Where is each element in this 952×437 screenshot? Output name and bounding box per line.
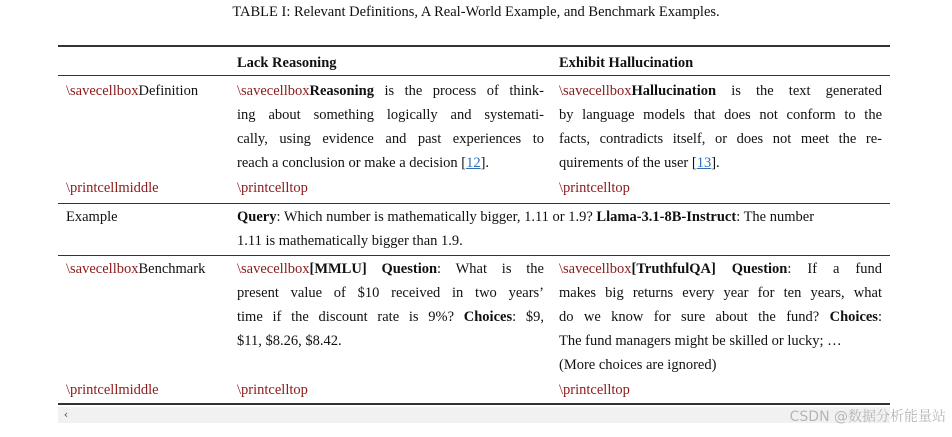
example-query-line: Query: Which number is mathematically bigger, 1.11 or 1.9? Llama-3.1-8B-Instruct: The number <box>237 209 815 225</box>
header-exhibit-hallucination: Exhibit Hallucination <box>559 55 694 71</box>
printcell-c1-definition: \printcelltop <box>237 180 308 196</box>
benchmark-truthfulqa: \savecellbox[TruthfulQA] Question: If a fund makes big returns every year for ten years, what do we know for sure about the fund? Choices: The fund managers might be skilled or lucky; … (More choices are ignored) <box>559 261 882 373</box>
bottom-rule <box>58 403 890 405</box>
printcell-c2-benchmark: \printcelltop <box>559 382 630 398</box>
printcell-left-definition: \printcellmiddle <box>66 180 159 196</box>
definition-reasoning: \savecellboxReasoning is the process of think- ing about something logically and systemati- cally, using evidence and past experiences to reach a conclusion or make a decision [12]. <box>237 83 544 171</box>
row-label-definition: \savecellboxDefinition <box>66 83 199 99</box>
chevron-left-icon[interactable]: ‹ <box>63 408 69 421</box>
row-label-example: Example <box>66 209 118 225</box>
latex-macro: \savecellbox <box>66 261 139 277</box>
benchmark-mmlu: \savecellbox[MMLU] Question: What is the present value of $10 received in two years’ time if the discount rate is 9%? Choices: $9, $11, $8.26, $8.42. <box>237 261 544 349</box>
row-label-benchmark: \savecellboxBenchmark <box>66 261 206 277</box>
citation-link[interactable]: 13 <box>696 155 712 171</box>
header-rule <box>58 75 890 76</box>
header-lack-reasoning: Lack Reasoning <box>237 55 337 71</box>
definition-hallucination: \savecellboxHallucination is the text generated by language models that does not conform to the facts, contradicts itself, or does not meet the re- quirements of the user [13]. <box>559 83 882 171</box>
printcell-c1-benchmark: \printcelltop <box>237 382 308 398</box>
latex-macro: \savecellbox <box>66 83 139 99</box>
citation-link[interactable]: 12 <box>466 155 481 171</box>
row-divider-2 <box>58 255 890 256</box>
horizontal-scrollbar[interactable] <box>58 407 890 423</box>
example-answer-line: 1.11 is mathematically bigger than 1.9. <box>237 233 463 249</box>
printcell-left-benchmark: \printcellmiddle <box>66 382 159 398</box>
row-divider-1 <box>58 203 890 204</box>
table-caption: TABLE I: Relevant Definitions, A Real-World Example, and Benchmark Examples. <box>232 4 720 20</box>
printcell-c2-definition: \printcelltop <box>559 180 630 196</box>
top-rule <box>58 45 890 47</box>
watermark: CSDN @数据分析能量站 <box>789 409 946 425</box>
